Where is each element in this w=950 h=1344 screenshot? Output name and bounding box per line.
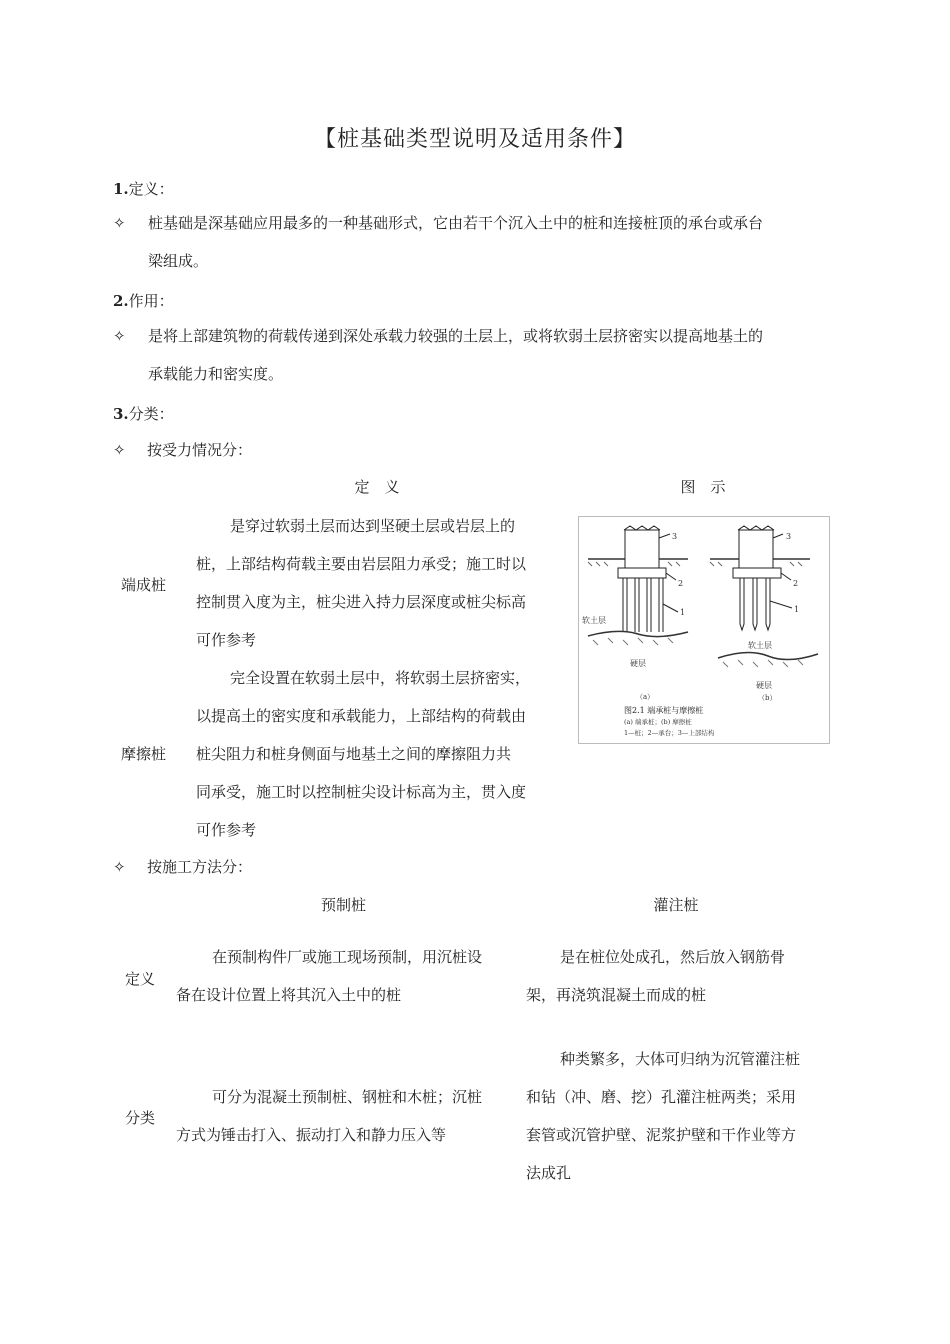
label-2: 2 — [678, 579, 684, 588]
section-2-label: 作用： — [128, 292, 174, 310]
col-header-cast: 灌注桩 — [653, 896, 699, 914]
row-label-friction: 摩擦桩 — [121, 745, 167, 763]
precast-classification — [176, 1078, 511, 1154]
col-header-figure: 图 示 — [680, 478, 726, 496]
section-2-line: 承载能力和密实度。 — [148, 365, 284, 383]
definition-line: 可作参考 — [196, 631, 257, 649]
row-label-end-bearing: 端成桩 — [121, 576, 167, 594]
section-2-line: 是将上部建筑物的荷载传递到深处承载力较强的土层上，或将软弱土层挤密实以提高地基土的 — [148, 327, 764, 345]
definition-line: 控制贯入度为主，桩尖进入持力层深度或桩尖标高 — [196, 593, 527, 611]
section-1-number: 1. — [113, 180, 129, 198]
figure-frame — [579, 517, 830, 744]
precast-definition-line: 在预制构件厂或施工现场预制，用沉桩设 — [212, 948, 483, 966]
row-label-classification: 分类 — [125, 1109, 156, 1127]
force-heading — [113, 439, 252, 460]
bullet-icon: ✧ — [113, 858, 126, 876]
row-label-definition: 定义 — [125, 970, 156, 988]
pile-diagram — [578, 516, 830, 744]
col-header-definition: 定 义 — [354, 478, 400, 496]
cast-classification-line: 和钻（冲、磨、挖）孔灌注桩两类；采用 — [526, 1088, 797, 1106]
label-sub-a: （a） — [636, 693, 655, 701]
bullet-icon: ✧ — [113, 327, 126, 345]
definition-line: 完全设置在软弱土层中，将软弱土层挤密实， — [230, 669, 531, 687]
cast-classification-line: 法成孔 — [526, 1164, 572, 1182]
section-1-line: 梁组成。 — [148, 252, 209, 270]
figure-caption-2: (a) 端承桩；(b) 摩擦桩 — [624, 718, 692, 726]
section-1-line: 桩基础是深基础应用最多的一种基础形式，它由若干个沉入土中的桩和连接桩顶的承台或承台 — [148, 214, 764, 232]
section-2-number: 2. — [113, 292, 129, 310]
section-1-paragraph — [148, 204, 848, 280]
section-1-bullet — [113, 214, 147, 232]
section-2-bullet — [113, 327, 147, 345]
label-2-b: 2 — [793, 579, 799, 588]
end-bearing-definition — [196, 507, 558, 659]
definition-line: 以提高土的密实度和承载能力，上部结构的荷载由 — [196, 707, 527, 725]
label-3-b: 3 — [786, 532, 792, 541]
label-1-b: 1 — [794, 605, 800, 614]
precast-classification-line: 方式为锤击打入、振动打入和静力压入等 — [176, 1126, 447, 1144]
figure-caption-3: 1—桩；2—承台；3—上部结构 — [624, 729, 715, 737]
section-3-number: 3. — [113, 405, 129, 423]
label-soft-layer-b: 软土层 — [748, 641, 772, 650]
label-3: 3 — [672, 532, 678, 541]
definition-line: 桩，上部结构荷载主要由岩层阻力承受；施工时以 — [196, 555, 527, 573]
precast-classification-line: 可分为混凝土预制桩、钢桩和木桩；沉桩 — [212, 1088, 483, 1106]
figure-caption: 图2.1 端承桩与摩擦桩 — [624, 706, 704, 715]
method-heading — [113, 856, 252, 877]
section-3-label: 分类： — [128, 405, 174, 423]
label-soft-layer-a: 软土层 — [582, 616, 606, 625]
section-2-paragraph — [148, 317, 848, 393]
definition-line: 桩尖阻力和桩身侧面与地基土之间的摩擦阻力共 — [196, 745, 512, 763]
precast-definition — [176, 938, 511, 1014]
page-title: 【桩基础类型说明及适用条件】 — [313, 127, 636, 152]
force-heading-text: 按受力情况分： — [147, 441, 253, 459]
precast-definition-line: 备在设计位置上将其沉入土中的桩 — [176, 986, 402, 1004]
cast-definition-line: 是在桩位处成孔，然后放入钢筋骨 — [560, 948, 786, 966]
friction-definition — [196, 659, 558, 849]
section-3-heading — [113, 403, 174, 424]
bullet-icon: ✧ — [113, 214, 126, 232]
label-hard-layer-b: 硬层 — [756, 681, 772, 690]
cast-definition — [526, 938, 831, 1014]
definition-line: 是穿过软弱土层而达到坚硬土层或岩层上的 — [230, 517, 516, 535]
col-header-precast: 预制桩 — [320, 896, 366, 914]
section-2-heading — [113, 290, 174, 311]
cast-classification — [526, 1040, 831, 1192]
method-heading-text: 按施工方法分： — [147, 858, 253, 876]
definition-line: 可作参考 — [196, 821, 257, 839]
section-1-heading — [113, 178, 174, 199]
cast-classification-line: 套管或沉管护壁、泥浆护壁和干作业等方 — [526, 1126, 797, 1144]
definition-line: 同承受，施工时以控制桩尖设计标高为主，贯入度 — [196, 783, 527, 801]
label-1: 1 — [680, 608, 686, 617]
bullet-icon: ✧ — [113, 441, 126, 459]
label-hard-layer-a: 硬层 — [630, 659, 646, 668]
section-1-label: 定义： — [128, 180, 174, 198]
label-sub-b: （b） — [758, 694, 777, 702]
cast-classification-line: 种类繁多，大体可归纳为沉管灌注桩 — [560, 1050, 801, 1068]
cast-definition-line: 架，再浇筑混凝土而成的桩 — [526, 986, 707, 1004]
